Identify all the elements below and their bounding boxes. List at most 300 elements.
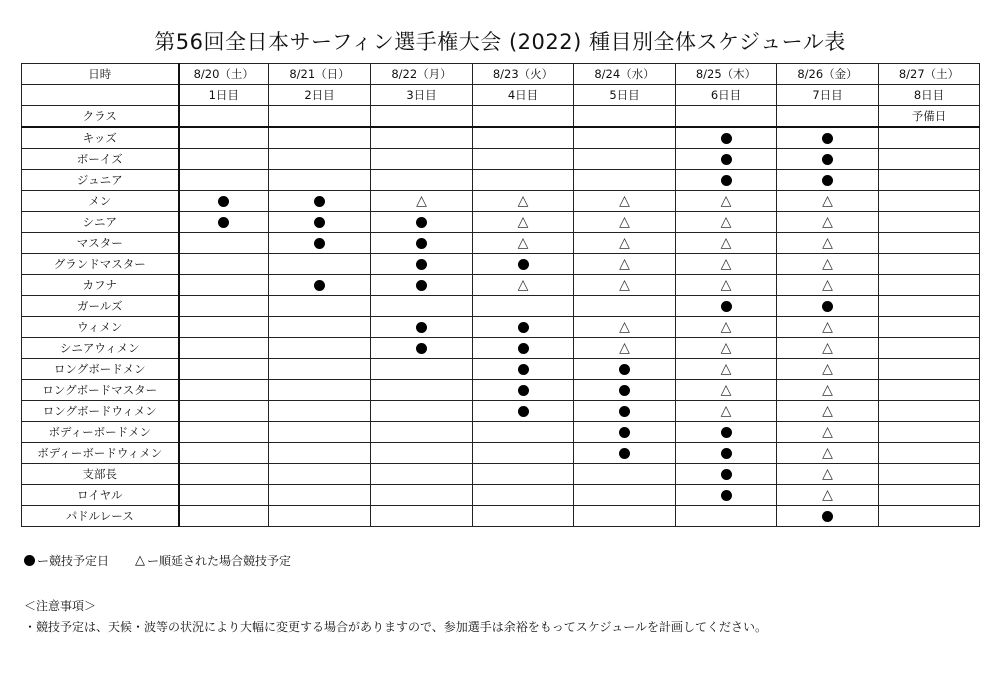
schedule-cell [574,485,676,506]
schedule-cell [676,233,777,254]
schedule-cell [473,296,574,317]
schedule-cell [879,170,980,191]
schedule-cell [269,338,371,359]
schedule-cell [676,254,777,275]
class-name-cell: ウィメン [22,317,179,338]
class-name-cell: ロングボードウィメン [22,401,179,422]
class-name-cell: ボディーボードウィメン [22,443,179,464]
schedule-cell [269,380,371,401]
schedule-cell [269,127,371,149]
table-row [22,170,980,191]
black-circle-icon [518,322,529,333]
day-number-cell: 1日目 [179,85,269,106]
schedule-cell [777,338,879,359]
black-circle-icon [518,364,529,375]
schedule-cell [269,212,371,233]
schedule-cell [269,485,371,506]
schedule-cell [879,485,980,506]
page-title: 第56回全日本サーフィン選手権大会 (2022) 種目別全体スケジュール表 [154,30,846,54]
schedule-cell [574,464,676,485]
schedule-cell [371,233,473,254]
schedule-cell [269,422,371,443]
triangle-icon: △ [619,256,630,272]
table-row [22,149,980,170]
schedule-cell [269,254,371,275]
schedule-cell [371,212,473,233]
schedule-cell [777,443,879,464]
schedule-cell [574,149,676,170]
schedule-cell [879,506,980,527]
schedule-cell [371,317,473,338]
schedule-cell [676,127,777,149]
day-number-cell: 6日目 [676,85,777,106]
schedule-cell [371,338,473,359]
schedule-cell [676,422,777,443]
schedule-cell [371,359,473,380]
schedule-cell [879,254,980,275]
triangle-icon: △ [822,277,833,293]
schedule-cell [269,170,371,191]
black-circle-icon [721,154,732,165]
black-circle-icon [314,280,325,291]
schedule-cell [179,254,269,275]
triangle-icon: △ [822,340,833,356]
triangle-icon: △ [822,319,833,335]
schedule-cell [777,485,879,506]
class-name-cell: 支部長 [22,464,179,485]
schedule-cell [777,464,879,485]
schedule-cell [676,401,777,422]
schedule-cell [879,275,980,296]
class-name-cell: シニア [22,212,179,233]
black-circle-icon [518,343,529,354]
black-circle-icon [619,385,630,396]
schedule-cell [676,359,777,380]
schedule-cell [371,485,473,506]
day-number-row [22,85,980,106]
schedule-cell [777,359,879,380]
day-note-cell [574,106,676,128]
schedule-cell [473,485,574,506]
table-row [22,317,980,338]
schedule-cell [574,506,676,527]
schedule-cell [473,359,574,380]
schedule-cell [676,317,777,338]
schedule-cell [574,254,676,275]
black-circle-icon [619,448,630,459]
black-circle-icon [416,217,427,228]
black-circle-icon [314,238,325,249]
schedule-cell [371,443,473,464]
schedule-cell [777,317,879,338]
triangle-icon: △ [822,403,833,419]
class-name-cell: ボーイズ [22,149,179,170]
schedule-cell [574,317,676,338]
schedule-cell [777,254,879,275]
schedule-cell [879,338,980,359]
date-header-cell: 8/23（火） [473,64,574,85]
triangle-icon: △ [619,340,630,356]
schedule-cell [676,506,777,527]
black-circle-icon [721,448,732,459]
schedule-cell [879,464,980,485]
schedule-cell [574,443,676,464]
black-circle-icon [721,490,732,501]
table-row [22,380,980,401]
schedule-cell [371,127,473,149]
class-name-cell: ロングボードメン [22,359,179,380]
triangle-icon: △ [619,319,630,335]
table-row [22,233,980,254]
triangle-icon: △ [619,214,630,230]
schedule-cell [777,401,879,422]
triangle-icon: △ [135,553,146,568]
schedule-cell [777,191,879,212]
schedule-cell [879,233,980,254]
schedule-cell [676,296,777,317]
schedule-cell [879,149,980,170]
schedule-cell [371,506,473,527]
schedule-cell [473,149,574,170]
table-row [22,443,980,464]
schedule-cell [371,401,473,422]
schedule-cell [574,233,676,254]
class-header-row [22,106,980,128]
schedule-cell [574,359,676,380]
schedule-cell [777,506,879,527]
schedule-cell [179,506,269,527]
class-name-cell: カフナ [22,275,179,296]
day-number-cell: 8日目 [879,85,980,106]
schedule-cell [269,443,371,464]
schedule-cell [676,380,777,401]
black-circle-icon [619,406,630,417]
day-number-cell: 5日目 [574,85,676,106]
schedule-cell [574,191,676,212]
day-number-cell: 4日目 [473,85,574,106]
black-circle-icon [619,427,630,438]
schedule-cell [473,422,574,443]
schedule-cell [179,149,269,170]
class-name-cell: ボディーボードメン [22,422,179,443]
schedule-cell [371,149,473,170]
schedule-cell [269,317,371,338]
legend-competition-label: ー競技予定日 [37,554,110,568]
schedule-cell [371,380,473,401]
schedule-cell [473,338,574,359]
triangle-icon: △ [720,256,732,272]
class-name-cell: パドルレース [22,506,179,527]
schedule-cell [179,485,269,506]
schedule-cell [179,401,269,422]
black-circle-icon [218,217,229,228]
black-circle-icon [822,511,833,522]
schedule-cell [879,212,980,233]
schedule-cell [574,127,676,149]
schedule-cell [179,359,269,380]
black-circle-icon [218,196,229,207]
day-note-cell [676,106,777,128]
schedule-cell [269,506,371,527]
schedule-cell [371,170,473,191]
schedule-cell [473,212,574,233]
day-note-cell: 予備日 [879,106,980,128]
triangle-icon: △ [517,277,529,293]
triangle-icon: △ [822,382,833,398]
schedule-cell [269,296,371,317]
schedule-cell [473,380,574,401]
class-name-cell: ロングボードマスター [22,380,179,401]
schedule-cell [574,212,676,233]
day-note-cell [269,106,371,128]
black-circle-icon [416,343,427,354]
triangle-icon: △ [822,487,833,503]
black-circle-icon [518,385,529,396]
schedule-cell [473,170,574,191]
schedule-cell [473,464,574,485]
schedule-cell [371,191,473,212]
black-circle-icon [314,196,325,207]
schedule-cell [676,170,777,191]
schedule-cell [179,127,269,149]
legend-postponed-label: ー順延された場合競技予定 [147,554,292,568]
schedule-cell [473,233,574,254]
schedule-cell [473,317,574,338]
schedule-cell [371,275,473,296]
day-number-cell: 3日目 [371,85,473,106]
legend [24,552,291,569]
schedule-cell [879,127,980,149]
schedule-cell [777,212,879,233]
schedule-cell [777,422,879,443]
black-circle-icon [721,133,732,144]
triangle-icon: △ [720,361,732,377]
schedule-cell [574,401,676,422]
schedule-cell [269,191,371,212]
schedule-cell [676,212,777,233]
schedule-cell [179,170,269,191]
triangle-icon: △ [822,466,833,482]
schedule-cell [574,338,676,359]
schedule-cell [371,296,473,317]
schedule-cell [676,443,777,464]
schedule-cell [473,506,574,527]
table-row [22,338,980,359]
day-note-cell [179,106,269,128]
schedule-cell [179,233,269,254]
schedule-cell [777,127,879,149]
black-circle-icon [822,175,833,186]
triangle-icon: △ [720,382,732,398]
triangle-icon: △ [720,277,732,293]
black-circle-icon [416,322,427,333]
date-header-cell: 8/21（日） [269,64,371,85]
schedule-cell [179,191,269,212]
date-header-cell: 8/24（水） [574,64,676,85]
date-header-cell: 8/27（土） [879,64,980,85]
black-circle-icon [518,259,529,270]
schedule-cell [179,443,269,464]
schedule-cell [371,422,473,443]
triangle-icon: △ [416,193,427,209]
triangle-icon: △ [517,235,529,251]
schedule-cell [676,275,777,296]
schedule-cell [574,275,676,296]
table-row [22,464,980,485]
schedule-cell [676,485,777,506]
schedule-cell [777,275,879,296]
schedule-cell [269,359,371,380]
schedule-cell [179,296,269,317]
black-circle-icon [721,175,732,186]
triangle-icon: △ [822,235,833,251]
black-circle-icon [24,555,35,566]
schedule-cell [879,401,980,422]
date-header-cell: 8/22（月） [371,64,473,85]
class-name-cell: シニアウィメン [22,338,179,359]
black-circle-icon [518,406,529,417]
triangle-icon: △ [619,193,630,209]
date-header-cell: 8/25（木） [676,64,777,85]
schedule-cell [879,317,980,338]
triangle-icon: △ [720,235,732,251]
schedule-cell [179,338,269,359]
schedule-table [21,63,980,527]
schedule-cell [473,275,574,296]
empty-cell [22,85,179,106]
schedule-cell [269,149,371,170]
class-label: クラス [22,106,179,128]
schedule-cell [879,422,980,443]
black-circle-icon [822,154,833,165]
black-circle-icon [822,301,833,312]
schedule-cell [179,212,269,233]
black-circle-icon [416,280,427,291]
black-circle-icon [721,301,732,312]
corner-label: 日時 [22,64,179,85]
table-row [22,506,980,527]
schedule-cell [179,422,269,443]
schedule-cell [179,380,269,401]
schedule-cell [879,359,980,380]
schedule-cell [269,275,371,296]
day-number-cell: 7日目 [777,85,879,106]
day-note-cell [473,106,574,128]
class-name-cell: メン [22,191,179,212]
schedule-cell [574,422,676,443]
notes-heading: ＜注意事項＞ [24,599,97,613]
triangle-icon: △ [720,214,732,230]
black-circle-icon [416,238,427,249]
schedule-cell [676,191,777,212]
schedule-cell [179,317,269,338]
schedule-cell [473,443,574,464]
schedule-cell [777,296,879,317]
black-circle-icon [619,364,630,375]
triangle-icon: △ [822,193,833,209]
schedule-cell [879,380,980,401]
triangle-icon: △ [822,214,833,230]
class-name-cell: キッズ [22,127,179,149]
triangle-icon: △ [822,445,833,461]
table-row [22,212,980,233]
class-name-cell: ジュニア [22,170,179,191]
class-name-cell: グランドマスター [22,254,179,275]
schedule-cell [473,127,574,149]
schedule-cell [179,464,269,485]
black-circle-icon [721,469,732,480]
schedule-cell [777,170,879,191]
schedule-cell [879,443,980,464]
schedule-cell [879,191,980,212]
schedule-cell [371,464,473,485]
black-circle-icon [822,133,833,144]
date-header-cell: 8/20（土） [179,64,269,85]
black-circle-icon [314,217,325,228]
schedule-cell [473,401,574,422]
black-circle-icon [416,259,427,270]
triangle-icon: △ [517,214,529,230]
schedule-cell [676,464,777,485]
triangle-icon: △ [822,424,833,440]
class-name-cell: ガールズ [22,296,179,317]
schedule-cell [777,233,879,254]
schedule-cell [179,275,269,296]
schedule-cell [777,149,879,170]
schedule-cell [371,254,473,275]
triangle-icon: △ [619,235,630,251]
table-row [22,254,980,275]
black-circle-icon [721,427,732,438]
triangle-icon: △ [720,319,732,335]
triangle-icon: △ [720,340,732,356]
table-row [22,296,980,317]
triangle-icon: △ [822,256,833,272]
schedule-cell [574,380,676,401]
schedule-cell [269,464,371,485]
triangle-icon: △ [822,361,833,377]
schedule-cell [879,296,980,317]
schedule-cell [777,380,879,401]
schedule-cell [269,401,371,422]
notes-body: ・競技予定は、天候・波等の状況により大幅に変更する場合がありますので、参加選手は余裕をもってスケジュールを計画してください。 [24,620,768,634]
triangle-icon: △ [720,193,732,209]
table-row [22,127,980,149]
triangle-icon: △ [517,193,529,209]
day-number-cell: 2日目 [269,85,371,106]
schedule-cell [574,296,676,317]
table-row [22,275,980,296]
schedule-cell [473,191,574,212]
day-note-cell [371,106,473,128]
schedule-cell [676,149,777,170]
triangle-icon: △ [720,403,732,419]
date-header-cell: 8/26（金） [777,64,879,85]
day-note-cell [777,106,879,128]
schedule-cell [574,170,676,191]
date-row [22,64,980,85]
table-row [22,401,980,422]
schedule-cell [473,254,574,275]
table-row [22,191,980,212]
class-name-cell: ロイヤル [22,485,179,506]
schedule-cell [269,233,371,254]
table-row [22,359,980,380]
triangle-icon: △ [619,277,630,293]
table-row [22,485,980,506]
class-name-cell: マスター [22,233,179,254]
table-row [22,422,980,443]
